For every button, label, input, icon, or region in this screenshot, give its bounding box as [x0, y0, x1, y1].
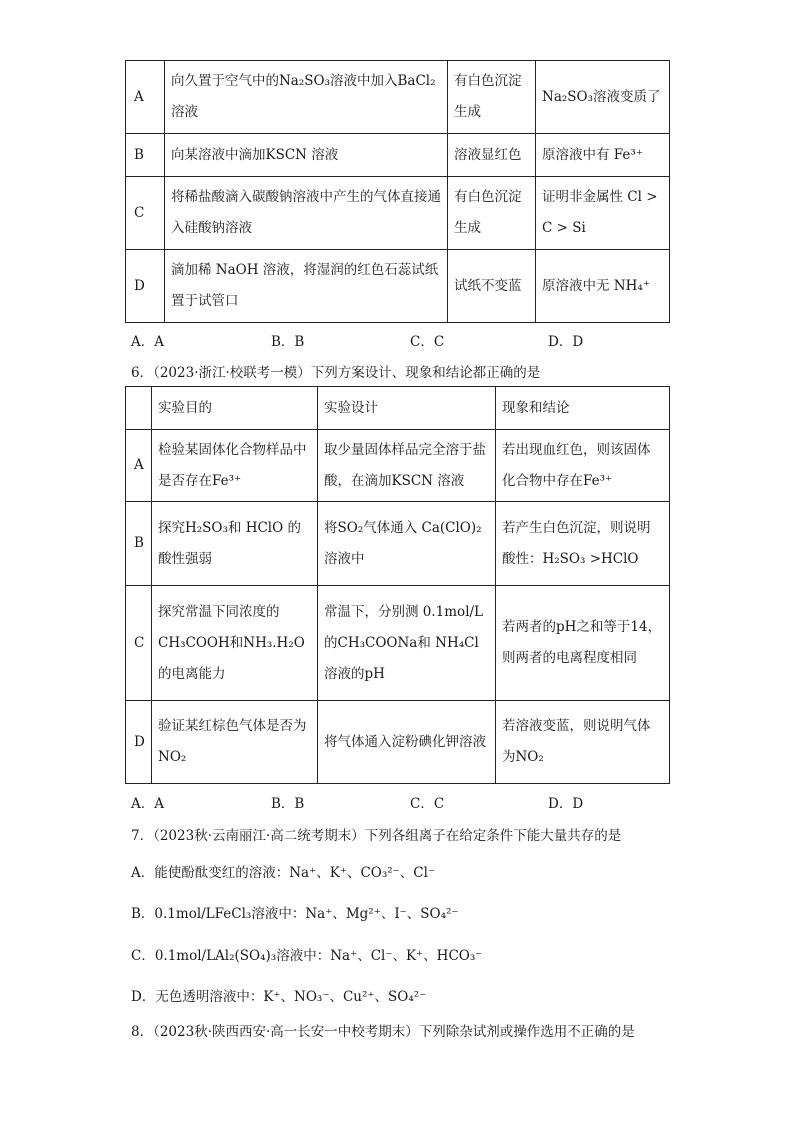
row-label: C: [126, 177, 165, 250]
row-label: A: [126, 61, 165, 134]
choice-b: B．B: [271, 796, 305, 812]
phenomenon-cell: 试纸不变蓝: [448, 250, 536, 323]
q7-option-d: D．无色透明溶液中：K⁺、NO₃⁻、Cu²⁺、SO₄²⁻: [131, 989, 427, 1005]
q7-option-b: B．0.1mol/LFeCl₃溶液中：Na⁺、Mg²⁺、I⁻、SO₄²⁻: [131, 906, 459, 922]
table-row: [126, 250, 670, 323]
q6-choices: [131, 792, 651, 812]
table-row: [126, 61, 670, 134]
operation-cell: 向久置于空气中的Na₂SO₃溶液中加入BaCl₂溶液: [165, 61, 448, 134]
table-row: [126, 701, 670, 784]
result-cell: 若出现血红色，则该固体化合物中存在Fe³⁺: [496, 430, 670, 502]
header-purpose: 实验目的: [152, 387, 318, 430]
purpose-cell: 验证某红棕色气体是否为NO₂: [152, 701, 318, 784]
row-label: D: [126, 250, 165, 323]
choice-a: A．A: [131, 334, 164, 350]
header-design: 实验设计: [318, 387, 496, 430]
design-cell: 取少量固体样品完全溶于盐酸，在滴加KSCN 溶液: [318, 430, 496, 502]
result-cell: 若两者的pH之和等于14，则两者的电离程度相同: [496, 586, 670, 701]
conclusion-cell: 原溶液中无 NH₄⁺: [536, 250, 670, 323]
q7-stem: 7．（2023秋·云南丽江·高二统考期末）下列各组离子在给定条件下能大量共存的是: [131, 828, 622, 844]
operation-cell: 将稀盐酸滴入碳酸钠溶液中产生的气体直接通入硅酸钠溶液: [165, 177, 448, 250]
choice-d: D．D: [548, 796, 584, 812]
purpose-cell: 探究常温下同浓度的CH₃COOH和NH₃.H₂O的电离能力: [152, 586, 318, 701]
q8-stem: 8．（2023秋·陕西西安·高一长安一中校考期末）下列除杂试剂或操作选用不正确的是: [131, 1024, 635, 1040]
table-header-row: [126, 387, 670, 430]
table-row: [126, 134, 670, 177]
q7-option-a: A．能使酚酞变红的溶液：Na⁺、K⁺、CO₃²⁻、Cl⁻: [131, 865, 436, 881]
table-row: [126, 502, 670, 586]
q5-choices: [131, 330, 651, 350]
phenomenon-cell: 溶液显红色: [448, 134, 536, 177]
header-result: 现象和结论: [496, 387, 670, 430]
row-label: A: [126, 430, 152, 502]
conclusion-cell: Na₂SO₃溶液变质了: [536, 61, 670, 134]
row-label: B: [126, 134, 165, 177]
q5-table: [125, 60, 670, 323]
operation-cell: 向某溶液中滴加KSCN 溶液: [165, 134, 448, 177]
choice-b: B．B: [271, 334, 305, 350]
design-cell: 将SO₂气体通入 Ca(ClO)₂溶液中: [318, 502, 496, 586]
table-row: [126, 586, 670, 701]
design-cell: 常温下，分别测 0.1mol/L的CH₃COONa和 NH₄Cl溶液的pH: [318, 586, 496, 701]
result-cell: 若溶液变蓝，则说明气体为NO₂: [496, 701, 670, 784]
row-label: B: [126, 502, 152, 586]
phenomenon-cell: 有白色沉淀生成: [448, 177, 536, 250]
conclusion-cell: 原溶液中有 Fe³⁺: [536, 134, 670, 177]
purpose-cell: 检验某固体化合物样品中是否存在Fe³⁺: [152, 430, 318, 502]
phenomenon-cell: 有白色沉淀生成: [448, 61, 536, 134]
q7-option-c: C．0.1mol/LAl₂(SO₄)₃溶液中：Na⁺、Cl⁻、K⁺、HCO₃⁻: [131, 948, 483, 964]
row-label: D: [126, 701, 152, 784]
table-row: [126, 430, 670, 502]
choice-c: C．C: [410, 796, 445, 812]
row-label: C: [126, 586, 152, 701]
design-cell: 将气体通入淀粉碘化钾溶液: [318, 701, 496, 784]
purpose-cell: 探究H₂SO₃和 HClO 的酸性强弱: [152, 502, 318, 586]
choice-d: D．D: [548, 334, 584, 350]
operation-cell: 滴加稀 NaOH 溶液，将湿润的红色石蕊试纸置于试管口: [165, 250, 448, 323]
table-row: [126, 177, 670, 250]
q6-table: [125, 386, 670, 784]
result-cell: 若产生白色沉淀，则说明酸性：H₂SO₃ >HClO: [496, 502, 670, 586]
q6-stem: 6．（2023·浙江·校联考一模）下列方案设计、现象和结论都正确的是: [131, 365, 541, 381]
conclusion-cell: 证明非金属性 Cl > C > Si: [536, 177, 670, 250]
choice-a: A．A: [131, 796, 164, 812]
choice-c: C．C: [410, 334, 445, 350]
